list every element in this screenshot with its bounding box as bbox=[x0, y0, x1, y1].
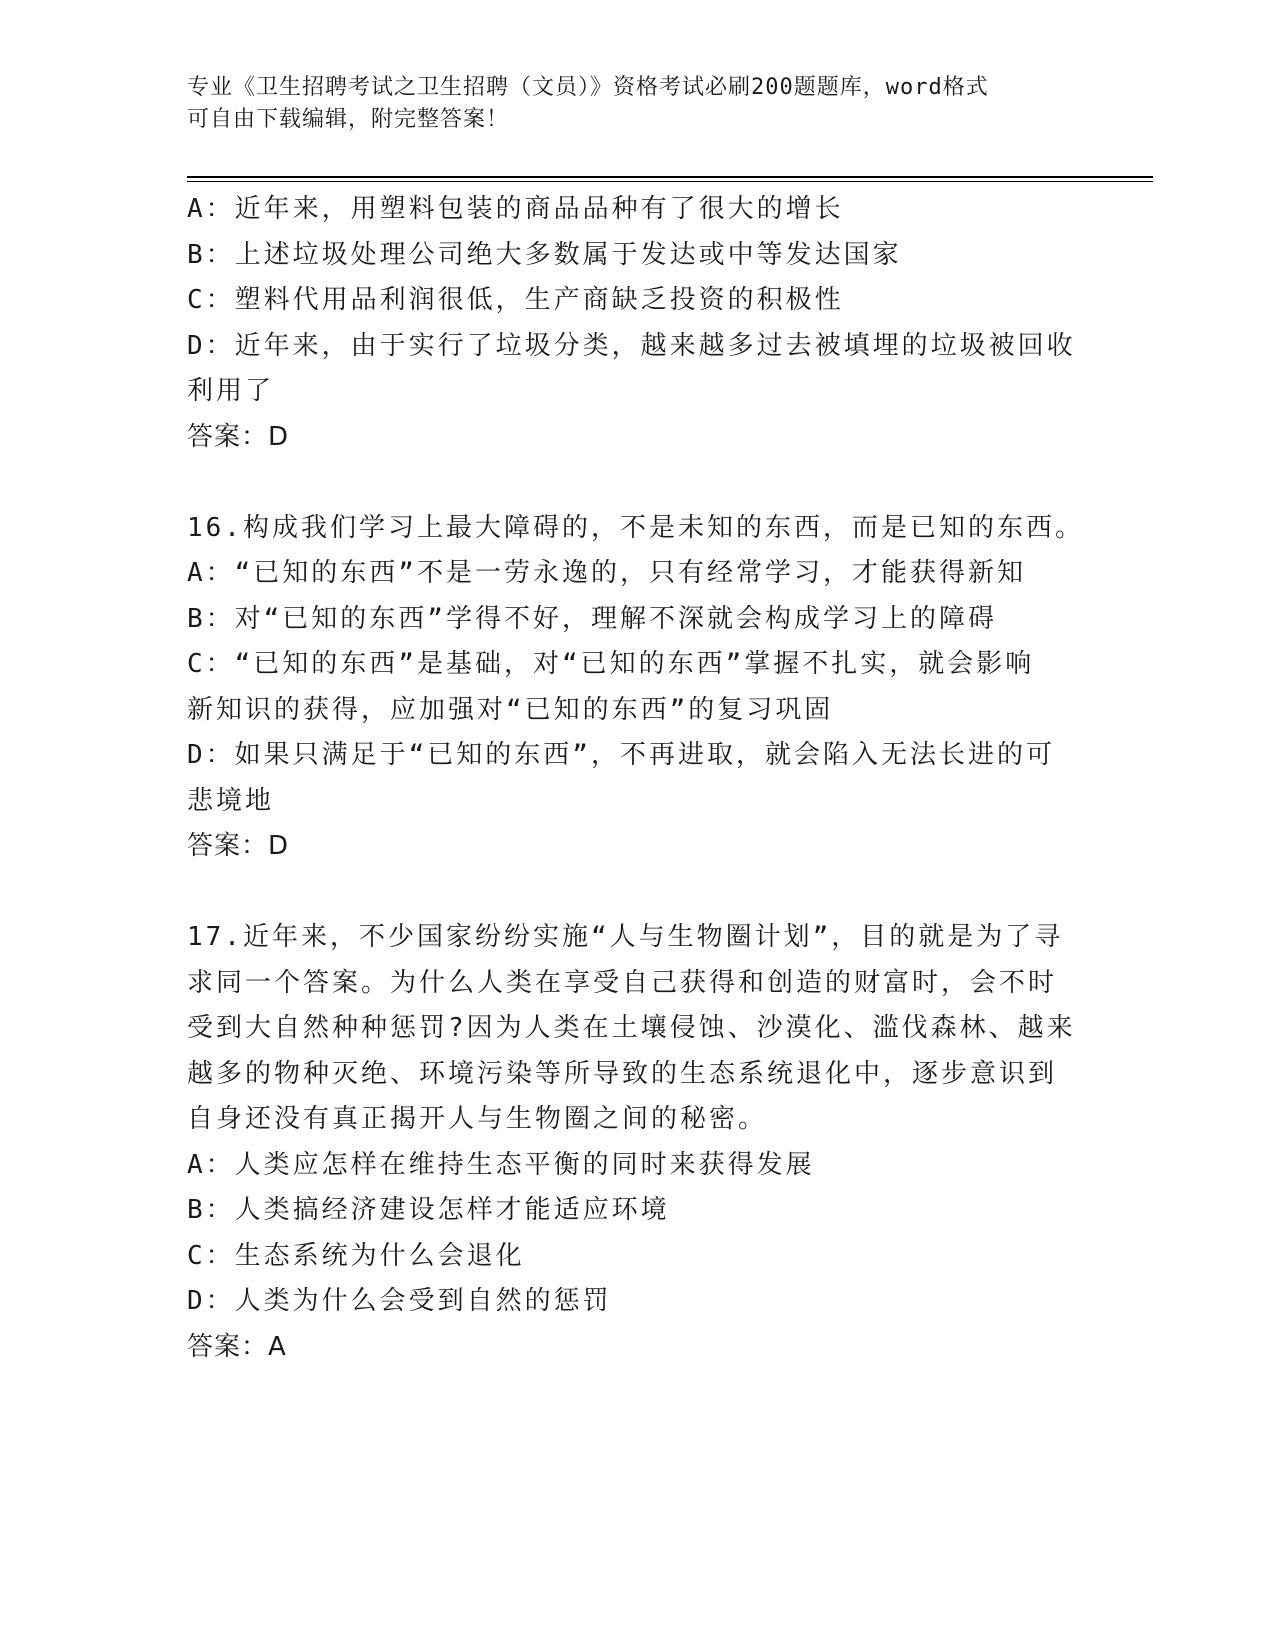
question-stem-line-3: 受到大自然种种惩罚?因为人类在土壤侵蚀、沙漠化、滥伐森林、越来 bbox=[187, 1013, 1076, 1043]
header-line-1: 专业《卫生招聘考试之卫生招聘（文员）》资格考试必刷200题题库，word格式 bbox=[187, 75, 989, 100]
answer: 答案：D bbox=[187, 421, 290, 452]
question-stem-line-5: 自身还没有真正揭开人与生物圈之间的秘密。 bbox=[187, 1104, 768, 1134]
option-c-continued: 新知识的获得，应加强对“已知的东西”的复习巩固 bbox=[187, 694, 834, 725]
option-d: D：如果只满足于“已知的东西”，不再进取，就会陷入无法长进的可 bbox=[187, 740, 1055, 770]
option-a: A：近年来，用塑料包装的商品品种有了很大的增长 bbox=[187, 194, 844, 224]
question-16 bbox=[187, 506, 1087, 870]
question-17 bbox=[187, 915, 1087, 1370]
option-d-continued: 悲境地 bbox=[187, 785, 275, 816]
option-c: C：塑料代用品利润很低，生产商缺乏投资的积极性 bbox=[187, 285, 844, 315]
header-divider-thick bbox=[187, 176, 1153, 178]
question-stem: 16.构成我们学习上最大障碍的，不是未知的东西，而是已知的东西。 bbox=[187, 512, 1084, 543]
option-c: C：生态系统为什么会退化 bbox=[187, 1240, 525, 1271]
option-d: D：近年来，由于实行了垃圾分类，越来越多过去被填埋的垃圾被回收 bbox=[187, 330, 1076, 361]
answer: 答案：D bbox=[187, 831, 290, 861]
header-line-2: 可自由下载编辑，附完整答案！ bbox=[187, 107, 510, 132]
answer: 答案：A bbox=[187, 1331, 287, 1362]
question-stem-line-2: 求同一个答案。为什么人类在享受自己获得和创造的财富时，会不时 bbox=[187, 967, 1058, 998]
option-d-continued: 利用了 bbox=[187, 376, 275, 406]
question-stem-line-4: 越多的物种灭绝、环境污染等所导致的生态系统退化中，逐步意识到 bbox=[187, 1058, 1058, 1089]
option-a: A：人类应怎样在维持生态平衡的同时来获得发展 bbox=[187, 1149, 815, 1180]
spacer bbox=[187, 870, 1087, 916]
document-header bbox=[187, 72, 1087, 136]
question-stem-line-1: 17.近年来，不少国家纷纷实施“人与生物圈计划”，目的就是为了寻 bbox=[187, 922, 1064, 952]
option-b: B：对“已知的东西”学得不好，理解不深就会构成学习上的障碍 bbox=[187, 603, 997, 634]
option-b: B：上述垃圾处理公司绝大多数属于发达或中等发达国家 bbox=[187, 239, 902, 270]
document-body bbox=[187, 187, 1087, 1370]
option-a: A：“已知的东西”不是一劳永逸的，只有经常学习，才能获得新知 bbox=[187, 558, 1026, 588]
spacer bbox=[187, 460, 1087, 506]
header-divider-thin bbox=[187, 181, 1153, 182]
option-b: B：人类搞经济建设怎样才能适应环境 bbox=[187, 1195, 670, 1225]
option-c: C：“已知的东西”是基础，对“已知的东西”掌握不扎实，就会影响 bbox=[187, 649, 1035, 679]
question-15 bbox=[187, 187, 1087, 460]
option-d: D：人类为什么会受到自然的惩罚 bbox=[187, 1286, 612, 1316]
